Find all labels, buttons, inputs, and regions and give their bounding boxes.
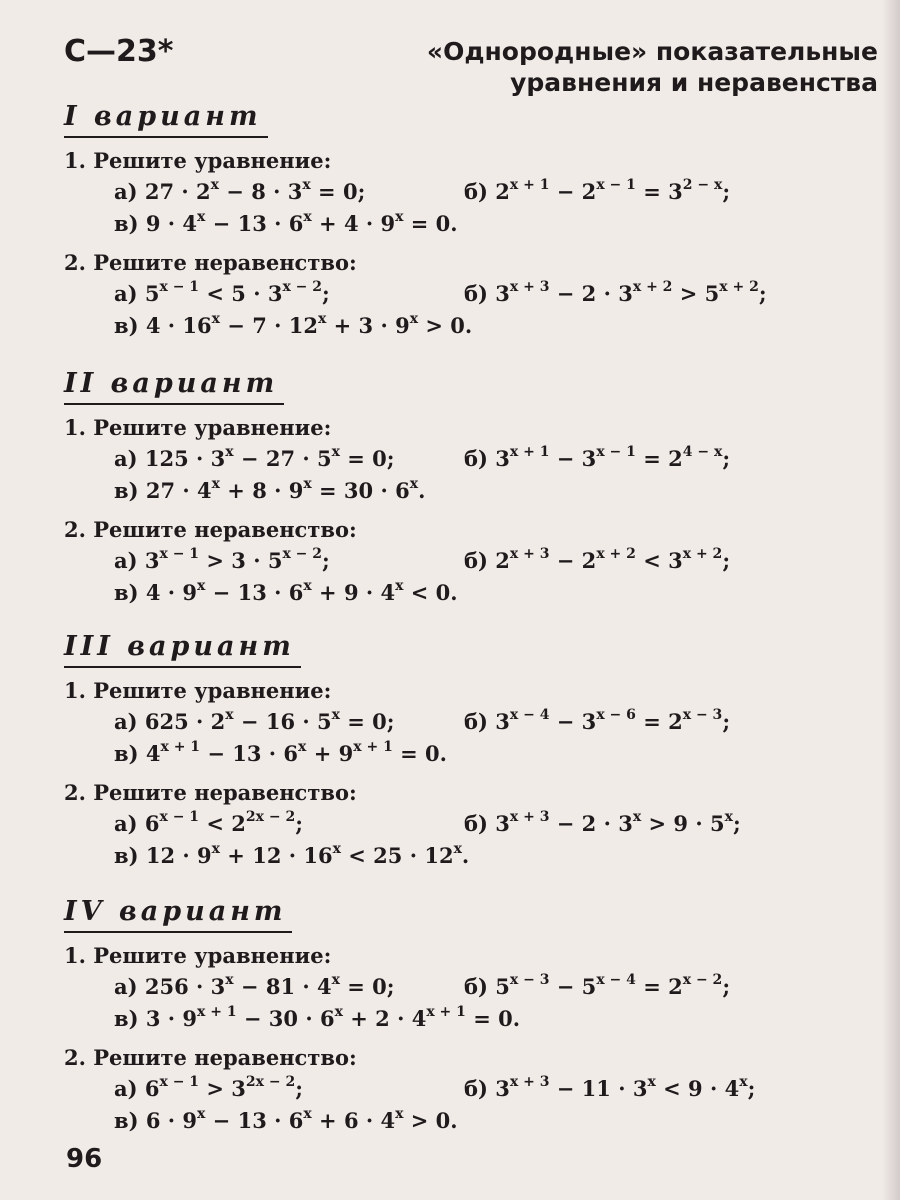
problem-label: в) [114,580,139,605]
exponent: x + 1 [160,739,201,755]
problem-b [464,176,730,208]
expression-text: 625 · 2 [144,709,226,734]
problem-label: в) [114,478,139,503]
task-heading: 1. Решите уравнение: [64,148,332,173]
expression-text: < 0. [403,580,458,605]
exponent: x − 3 [509,972,550,988]
exponent: x [298,739,307,755]
problem-a [114,971,395,1003]
exponent: x [210,177,219,193]
expression-text: = 0; [339,709,395,734]
expression-text: 2 [495,179,510,204]
expression-text: − 3 [549,446,597,471]
variant-title: IV вариант [64,895,292,933]
expression-text: . [461,843,470,868]
variant-title: II вариант [64,367,284,405]
expression-text: 5 [144,281,160,306]
expression-text: ; [732,811,741,836]
expression-text: ; [722,974,731,999]
problem-row [64,208,458,240]
expression-text: = 0; [339,446,395,471]
problem-b [464,278,767,310]
exponent: x + 1 [353,739,393,755]
expression-text: ; [722,446,731,471]
task-heading: 2. Решите неравенство: [64,1045,357,1070]
expression-text: + 2 · 4 [342,1006,427,1031]
expression-text: − 27 · 5 [233,446,332,471]
expression-text: 3 [495,811,510,836]
problem-label: а) [114,709,138,734]
problem-row [64,176,731,208]
expression-text: − 2 [549,548,597,573]
problem-label: б) [464,446,488,471]
problem-label: а) [114,811,138,836]
exponent: x [211,476,220,492]
problem-label: б) [464,709,488,734]
expression-text: 2 [495,548,510,573]
exponent: x − 4 [596,972,636,988]
expression-text: = 0; [310,179,366,204]
problem-row [64,971,731,1003]
exponent: x [197,578,206,594]
expression-text: ; [722,548,731,573]
problem-v [114,577,458,609]
expression-text: 3 [495,1076,510,1101]
exponent: x [211,841,220,857]
expression-text: = 0. [403,211,458,236]
exponent: x − 2 [682,972,723,988]
problem-a [114,176,365,208]
problem-v [114,1003,520,1035]
expression-text: − 2 · 3 [549,281,633,306]
expression-text: ; [722,709,731,734]
exponent: x [453,841,462,857]
exponent: 4 − x [682,444,723,460]
expression-text: 3 [495,709,510,734]
problem-label: б) [464,548,488,573]
expression-text: − 2 · 3 [549,811,633,836]
exponent: x [317,311,327,327]
expression-text: − 7 · 12 [219,313,318,338]
expression-text: + 9 · 4 [311,580,396,605]
problem-a [114,706,395,738]
expression-text: + 8 · 9 [219,478,304,503]
expression-text: − 3 [549,709,597,734]
section-title-line-2: уравнения и неравенства [510,68,878,97]
problem-label: а) [114,548,138,573]
expression-text: 125 · 3 [144,446,226,471]
expression-text: ; [758,281,767,306]
expression-text: = 2 [635,974,683,999]
exponent: x [211,311,220,327]
exponent: x [332,841,341,857]
problem-label: б) [464,179,488,204]
exponent: x [334,1004,343,1020]
expression-text: ; [295,1076,303,1101]
exponent: x [331,444,340,460]
exponent: x − 1 [159,809,200,825]
exponent: x + 3 [509,279,550,295]
expression-text: 6 · 9 [145,1108,198,1133]
expression-text: > 9 · 5 [641,811,725,836]
expression-text: 5 [495,974,510,999]
exponent: 2 − x [682,177,723,193]
expression-text: 4 · 9 [145,580,198,605]
problem-a [114,1073,303,1105]
expression-text: ; [747,1076,756,1101]
expression-text: − 2 [549,179,597,204]
exponent: x − 2 [282,279,323,295]
problem-row [64,545,731,577]
task-heading: 2. Решите неравенство: [64,250,357,275]
variant-title: I вариант [64,100,268,138]
exponent: x + 1 [509,444,550,460]
task-heading: 1. Решите уравнение: [64,678,332,703]
exponent: x [303,578,312,594]
expression-text: 12 · 9 [145,843,212,868]
expression-text: = 3 [635,179,683,204]
problem-label: а) [114,179,138,204]
exponent: x − 3 [682,707,723,723]
problem-label: в) [114,843,139,868]
problem-v [114,208,458,240]
exponent: x + 1 [197,1004,237,1020]
exponent: x [739,1074,748,1090]
exponent: x + 2 [632,279,673,295]
expression-text: 6 [144,811,160,836]
expression-text: − 13 · 6 [205,580,304,605]
expression-text: − 13 · 6 [200,741,299,766]
exponent: x + 2 [682,546,723,562]
problem-row [64,706,731,738]
expression-text: 4 [145,741,161,766]
expression-text: > 3 [199,1076,246,1101]
exponent: x [409,476,419,492]
exponent: x − 1 [596,177,636,193]
problem-row [64,577,458,609]
expression-text: . [418,478,426,503]
exponent: x [303,1106,312,1122]
expression-text: + 9 [306,741,354,766]
problem-a [114,545,330,577]
problem-b [464,545,730,577]
page-edge-shadow [882,0,900,1200]
problem-v [114,475,425,507]
task-heading: 2. Решите неравенство: [64,517,357,542]
exponent: x [395,209,404,225]
expression-text: 27 · 2 [144,179,211,204]
expression-text: 3 [495,281,510,306]
expression-text: − 13 · 6 [205,1108,304,1133]
exponent: x [331,972,340,988]
task-heading: 1. Решите уравнение: [64,943,332,968]
exponent: x − 2 [282,546,323,562]
expression-text: < 9 · 4 [655,1076,740,1101]
expression-text: + 12 · 16 [219,843,333,868]
problem-label: а) [114,281,138,306]
problem-b [464,706,730,738]
expression-text: 6 [144,1076,160,1101]
exponent: x − 1 [159,1074,200,1090]
problem-b [464,443,730,475]
exponent: 2x − 2 [245,1074,296,1090]
exponent: x [225,707,234,723]
exponent: x [395,578,404,594]
expression-text: > 3 · 5 [199,548,283,573]
page-number: 96 [66,1144,103,1174]
exponent: x [303,476,312,492]
exponent: x + 3 [509,546,550,562]
expression-text: ; [322,281,330,306]
expression-text: + 3 · 9 [326,313,410,338]
expression-text: ; [295,811,303,836]
exponent: x + 3 [509,809,550,825]
exponent: x [409,311,419,327]
exponent: x [632,809,642,825]
problem-v [114,840,469,872]
problem-label: в) [114,313,139,338]
exponent: x − 4 [509,707,550,723]
expression-text: = 2 [635,446,683,471]
expression-text: > 0. [403,1108,458,1133]
expression-text: − 81 · 4 [233,974,332,999]
exponent: x [724,809,733,825]
exponent: x + 3 [509,1074,550,1090]
section-code: С—23* [64,34,174,69]
problem-v [114,310,472,342]
problem-label: б) [464,974,488,999]
task-inequality [64,515,731,609]
exponent: x [197,209,206,225]
exponent: x [647,1074,656,1090]
exponent: x [303,209,312,225]
exponent: x − 1 [159,279,200,295]
exponent: x [331,707,340,723]
expression-text: > 5 [672,281,720,306]
expression-text: 9 · 4 [145,211,198,236]
problem-label: б) [464,1076,488,1101]
expression-text: − 16 · 5 [233,709,332,734]
exponent: x − 6 [596,707,636,723]
problem-row [64,443,731,475]
task-heading: 2. Решите неравенство: [64,780,357,805]
expression-text: = 2 [635,709,683,734]
exponent: x [225,444,234,460]
problem-label: б) [464,811,488,836]
problem-a [114,808,303,840]
expression-text: + 6 · 4 [311,1108,396,1133]
expression-text: − 5 [549,974,597,999]
expression-text: ; [722,179,731,204]
problem-row [64,738,447,770]
problem-a [114,443,395,475]
problem-label: а) [114,974,138,999]
expression-text: < 2 [199,811,246,836]
expression-text: − 30 · 6 [236,1006,335,1031]
problem-row [64,1105,458,1137]
expression-text: = 0. [392,741,447,766]
problem-v [114,738,447,770]
exponent: x + 1 [426,1004,466,1020]
problem-label: в) [114,741,139,766]
expression-text: < 3 [635,548,683,573]
exponent: x [395,1106,404,1122]
exponent: x − 1 [596,444,636,460]
expression-text: 3 [144,548,160,573]
expression-text: < 5 · 3 [199,281,283,306]
problem-label: а) [114,446,138,471]
problem-b [464,971,730,1003]
expression-text: = 0; [339,974,395,999]
problem-b [464,1073,755,1105]
problem-v [114,1105,458,1137]
expression-text: 4 · 16 [145,313,212,338]
expression-text: = 30 · 6 [311,478,410,503]
problem-label: а) [114,1076,138,1101]
expression-text: > 0. [418,313,473,338]
problem-label: в) [114,211,139,236]
expression-text: 256 · 3 [144,974,226,999]
problem-label: в) [114,1108,139,1133]
expression-text: 27 · 4 [145,478,212,503]
exponent: x [197,1106,206,1122]
expression-text: = 0. [465,1006,521,1031]
exponent: x + 2 [719,279,759,295]
exponent: x + 2 [596,546,636,562]
problem-b [464,808,741,840]
section-title-line-1: «Однородные» показательные [426,37,878,66]
problem-a [114,278,330,310]
exponent: 2x − 2 [245,809,296,825]
exponent: x [302,177,311,193]
task-heading: 1. Решите уравнение: [64,415,332,440]
problem-label: б) [464,281,488,306]
exponent: x [225,972,234,988]
section-title [398,36,878,98]
problem-label: в) [114,1006,139,1031]
variant-title: III вариант [64,630,301,668]
task-equation [64,676,731,770]
expression-text: + 4 · 9 [311,211,396,236]
expression-text: 3 [495,446,510,471]
task-equation [64,146,731,240]
exponent: x + 1 [509,177,550,193]
expression-text: − 8 · 3 [219,179,303,204]
expression-text: < 25 · 12 [340,843,454,868]
exponent: x − 1 [159,546,200,562]
expression-text: ; [322,548,330,573]
expression-text: − 11 · 3 [549,1076,648,1101]
expression-text: − 13 · 6 [205,211,304,236]
expression-text: 3 · 9 [145,1006,198,1031]
